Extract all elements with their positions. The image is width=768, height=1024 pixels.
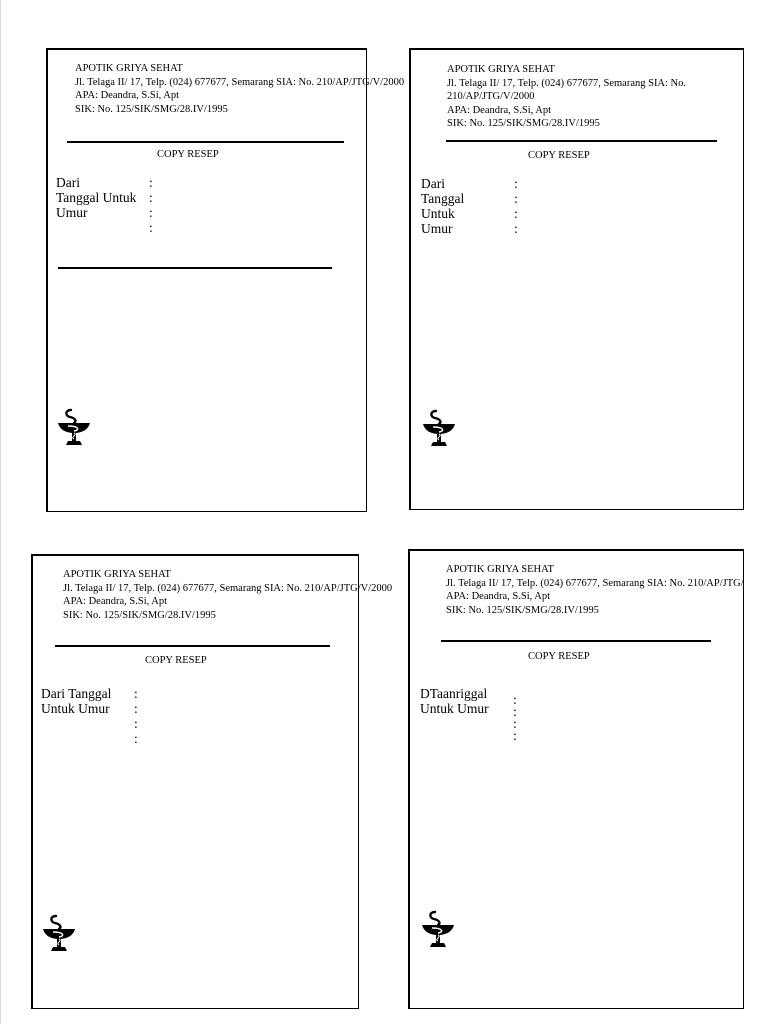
field-label: Umur	[421, 221, 453, 236]
field-label: Tanggal	[421, 191, 465, 206]
patient-fields	[420, 686, 530, 746]
field-row	[420, 701, 530, 719]
field-row	[41, 731, 151, 746]
pharmacy-name: APOTIK GRIYA SEHAT	[447, 64, 555, 75]
field-colon: :	[149, 175, 153, 190]
patient-fields	[56, 175, 196, 235]
field-colon: :	[149, 190, 153, 205]
field-row	[56, 175, 196, 190]
field-colon: :	[513, 716, 517, 731]
pharmacy-header	[447, 63, 697, 131]
field-colon: :	[513, 704, 517, 719]
pharmacist-name: APA: Deandra, S.Si, Apt	[446, 591, 551, 602]
field-colon: :	[134, 731, 138, 746]
field-label: Untuk Umur	[420, 701, 489, 716]
field-row	[56, 205, 196, 220]
field-colon: :	[513, 728, 517, 743]
license-number: SIK: No. 125/SIK/SMG/28.IV/1995	[446, 604, 599, 616]
pharmacy-name: APOTIK GRIYA SEHAT	[446, 564, 554, 575]
prescription-card-1	[46, 48, 367, 512]
copy-resep-title: COPY RESEP	[157, 149, 219, 160]
field-label: Untuk	[421, 206, 455, 221]
pharmacy-address: Jl. Telaga II/ 17, Telp. (024) 677677, Semarang SIA: No. 210/AP/JTG/	[446, 577, 744, 589]
header-divider	[67, 141, 344, 143]
pharmacist-name: APA: Deandra, S.Si, Apt	[63, 596, 168, 607]
field-row	[421, 206, 531, 221]
pharmacist-name: APA: Deandra, S.Si, Apt	[75, 90, 180, 101]
field-colon: :	[134, 716, 138, 731]
header-divider	[446, 140, 717, 142]
field-colon: :	[514, 206, 518, 221]
field-row	[421, 191, 531, 206]
field-label: Umur	[56, 205, 88, 220]
copy-resep-title: COPY RESEP	[528, 150, 590, 161]
field-row	[41, 686, 151, 701]
copy-resep-title: COPY RESEP	[528, 651, 590, 662]
pharmacy-header	[75, 62, 404, 116]
pharmacy-header	[63, 568, 392, 622]
pharmacy-bowl-of-hygieia-icon	[42, 913, 76, 953]
field-colon: :	[149, 220, 153, 235]
field-colon: :	[134, 686, 138, 701]
prescription-card-3	[31, 554, 359, 1009]
field-colon: :	[514, 221, 518, 236]
pharmacy-name: APOTIK GRIYA SEHAT	[63, 569, 171, 580]
field-row	[56, 190, 196, 205]
field-row	[420, 686, 530, 707]
prescription-card-4	[408, 549, 744, 1009]
pharmacist-name: APA: Deandra, S.Si, Apt	[447, 104, 552, 116]
field-label: Dari	[421, 176, 445, 191]
field-row	[420, 728, 530, 746]
pharmacy-address: Jl. Telaga II/ 17, Telp. (024) 677677, Semarang SIA: No. 210/AP/JTG/V/2000	[447, 77, 687, 102]
field-label: Dari	[56, 175, 80, 190]
field-row	[421, 176, 531, 191]
pharmacy-bowl-of-hygieia-icon	[57, 407, 91, 447]
field-row	[41, 716, 151, 731]
field-label: Tanggal Untuk	[56, 190, 137, 205]
field-row	[41, 701, 151, 716]
pharmacy-bowl-of-hygieia-icon	[422, 408, 456, 448]
field-row	[421, 221, 531, 236]
license-number: SIK: No. 125/SIK/SMG/28.IV/1995	[75, 103, 228, 115]
field-colon: :	[134, 701, 138, 716]
header-divider	[441, 640, 711, 642]
copy-resep-title: COPY RESEP	[145, 655, 207, 666]
field-colon: :	[513, 692, 517, 707]
field-label: Dari Tanggal	[41, 686, 112, 701]
license-number: SIK: No. 125/SIK/SMG/28.IV/1995	[63, 609, 216, 621]
page-edge	[0, 0, 1, 1024]
patient-fields	[41, 686, 151, 746]
field-colon: :	[149, 205, 153, 220]
field-colon: :	[514, 176, 518, 191]
field-label: Untuk Umur	[41, 701, 110, 716]
pharmacy-name: APOTIK GRIYA SEHAT	[75, 63, 183, 74]
field-row	[56, 220, 196, 235]
header-divider	[55, 645, 330, 647]
fields-divider	[58, 267, 332, 269]
field-label: DTaanriggal	[420, 686, 488, 701]
patient-fields	[421, 176, 531, 236]
pharmacy-address: Jl. Telaga II/ 17, Telp. (024) 677677, Semarang SIA: No. 210/AP/JTG/V/2000	[63, 582, 393, 594]
pharmacy-address: Jl. Telaga II/ 17, Telp. (024) 677677, Semarang SIA: No. 210/AP/JTG/V/2000	[75, 76, 405, 88]
license-number: SIK: No. 125/SIK/SMG/28.IV/1995	[447, 118, 600, 129]
pharmacy-header	[446, 563, 744, 617]
field-colon: :	[514, 191, 518, 206]
pharmacy-bowl-of-hygieia-icon	[421, 909, 455, 949]
